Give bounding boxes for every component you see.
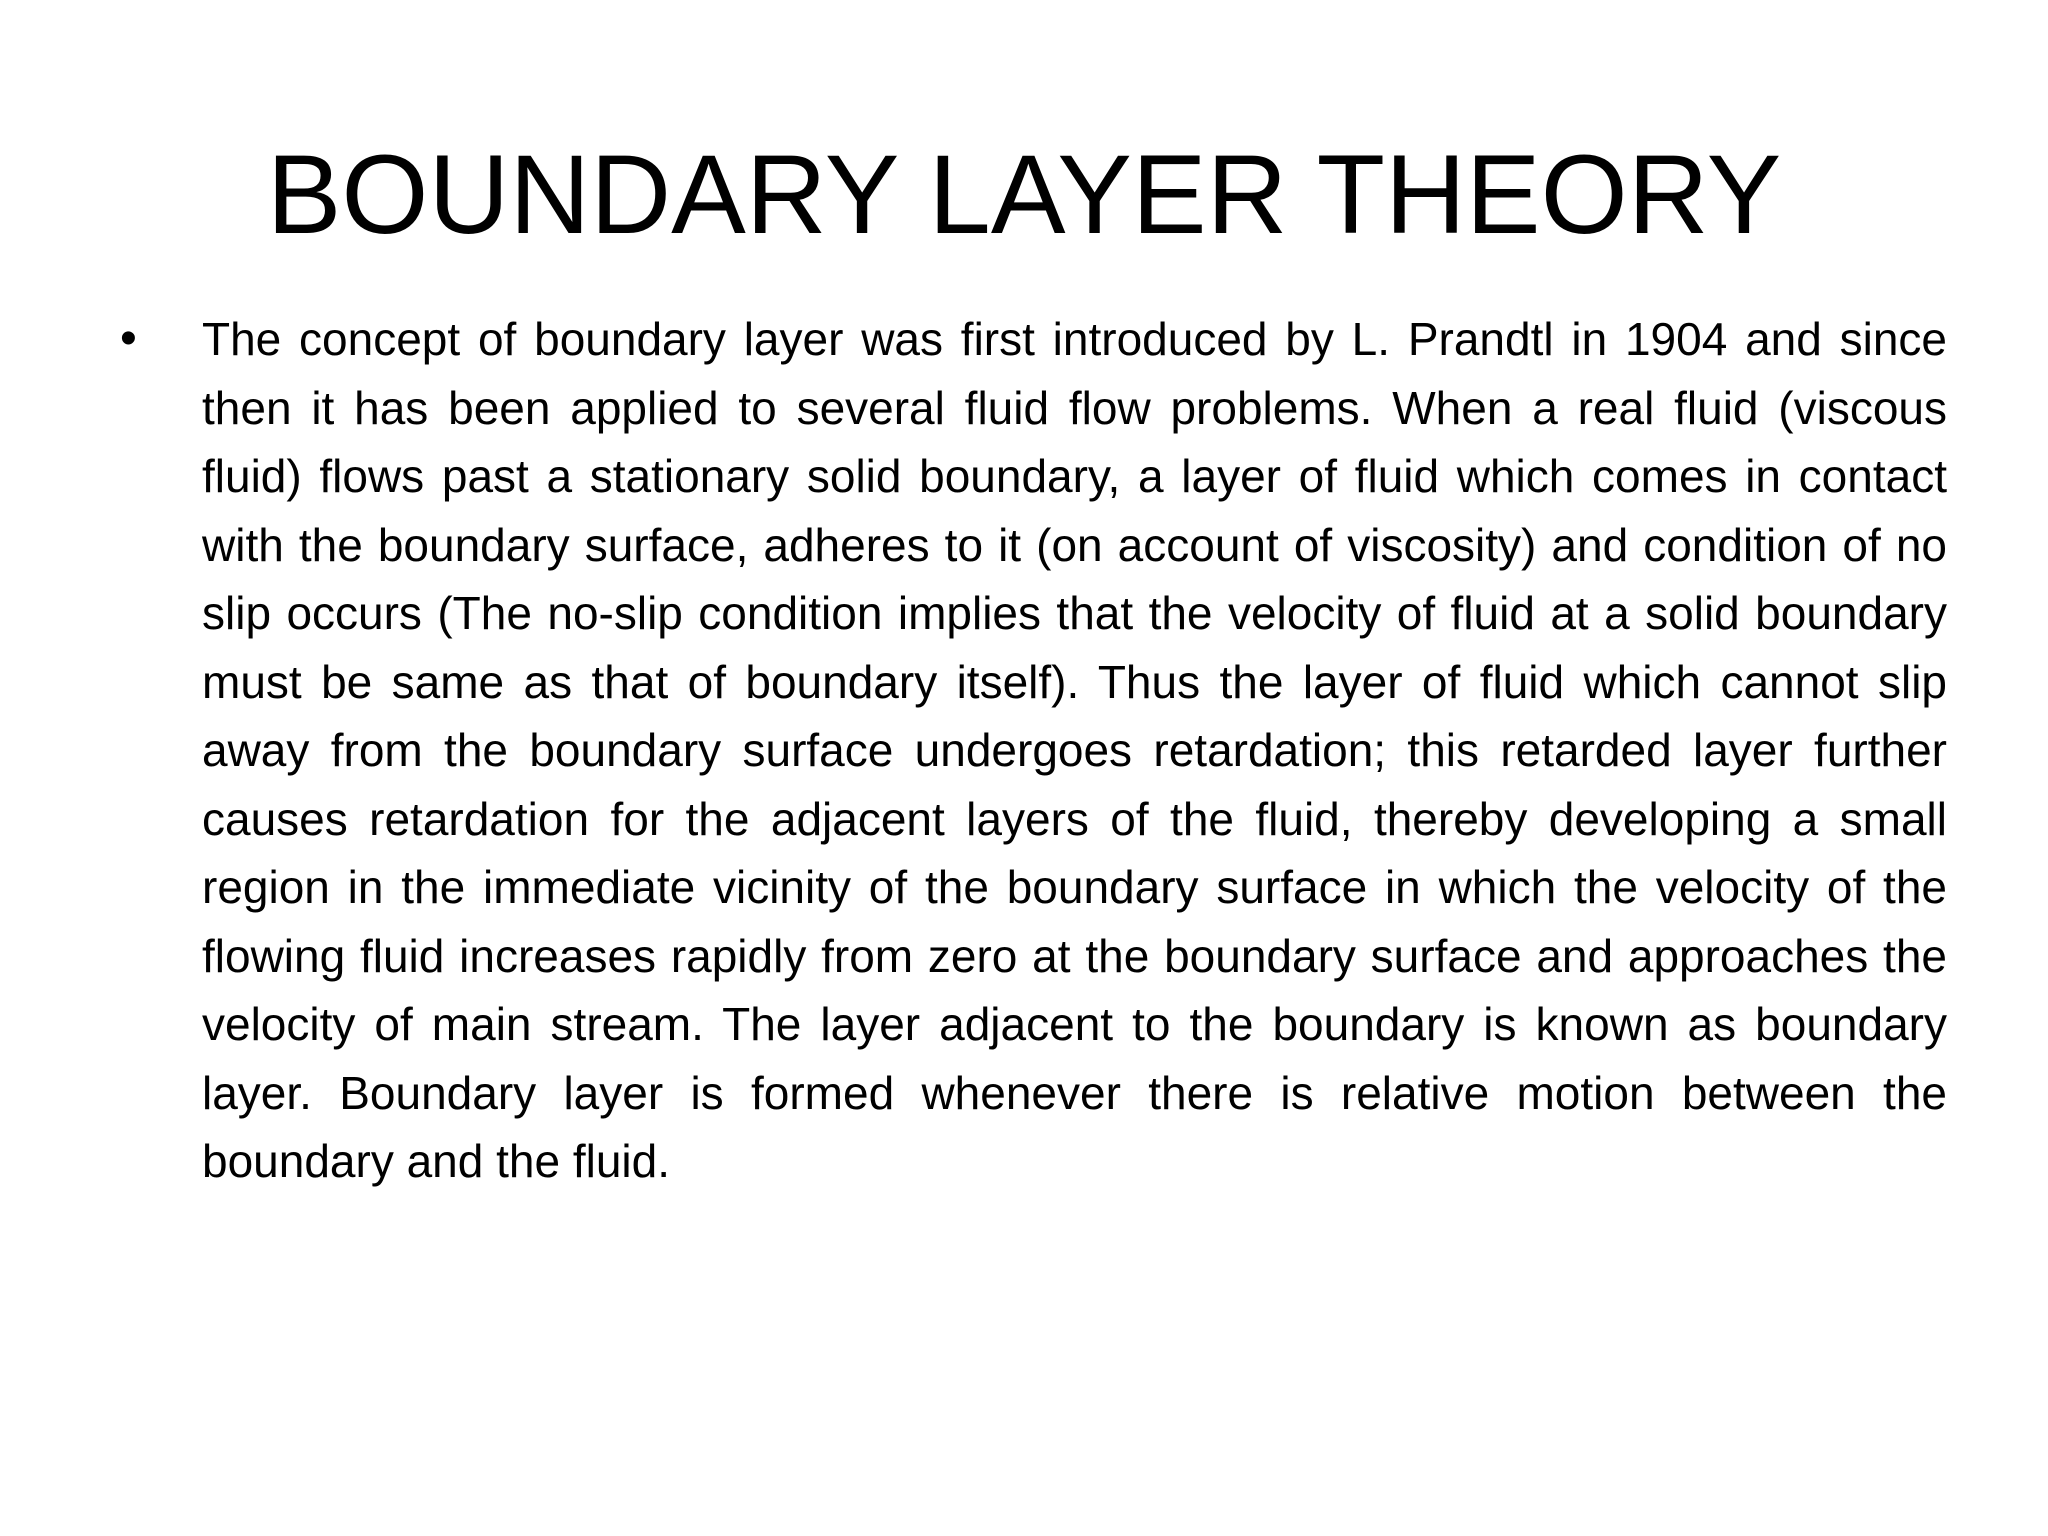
bullet-item (120, 305, 1950, 1196)
bullet-marker: • (120, 312, 137, 365)
bullet-list (120, 305, 1950, 1196)
bullet-text: The concept of boundary layer was first introduced by L. Prandtl in 1904 and since then it has been applied to several fluid flow problems. When a real fluid (viscous fluid) flows past a stationary solid boundary, a layer of fluid which comes in contact with the boundary surface, adheres to it (on account of viscosity) and condition of no slip occurs (The no-slip condition implies that the velocity of fluid at a solid boundary must be same as that of boundary itself). Thus the layer of fluid which cannot slip away from the boundary surface undergoes retardation; this retarded layer further causes retardation for the adjacent layers of the fluid, thereby developing a small region in the immediate vicinity of the boundary surface in which the velocity of the flowing fluid increases rapidly from zero at the boundary surface and approaches the velocity of main stream. The layer adjacent to the boundary is known as boundary layer. Boundary layer is formed whenever there is relative motion between the boundary and the fluid. (202, 313, 1947, 1187)
slide-title: BOUNDARY LAYER THEORY (266, 132, 1782, 257)
